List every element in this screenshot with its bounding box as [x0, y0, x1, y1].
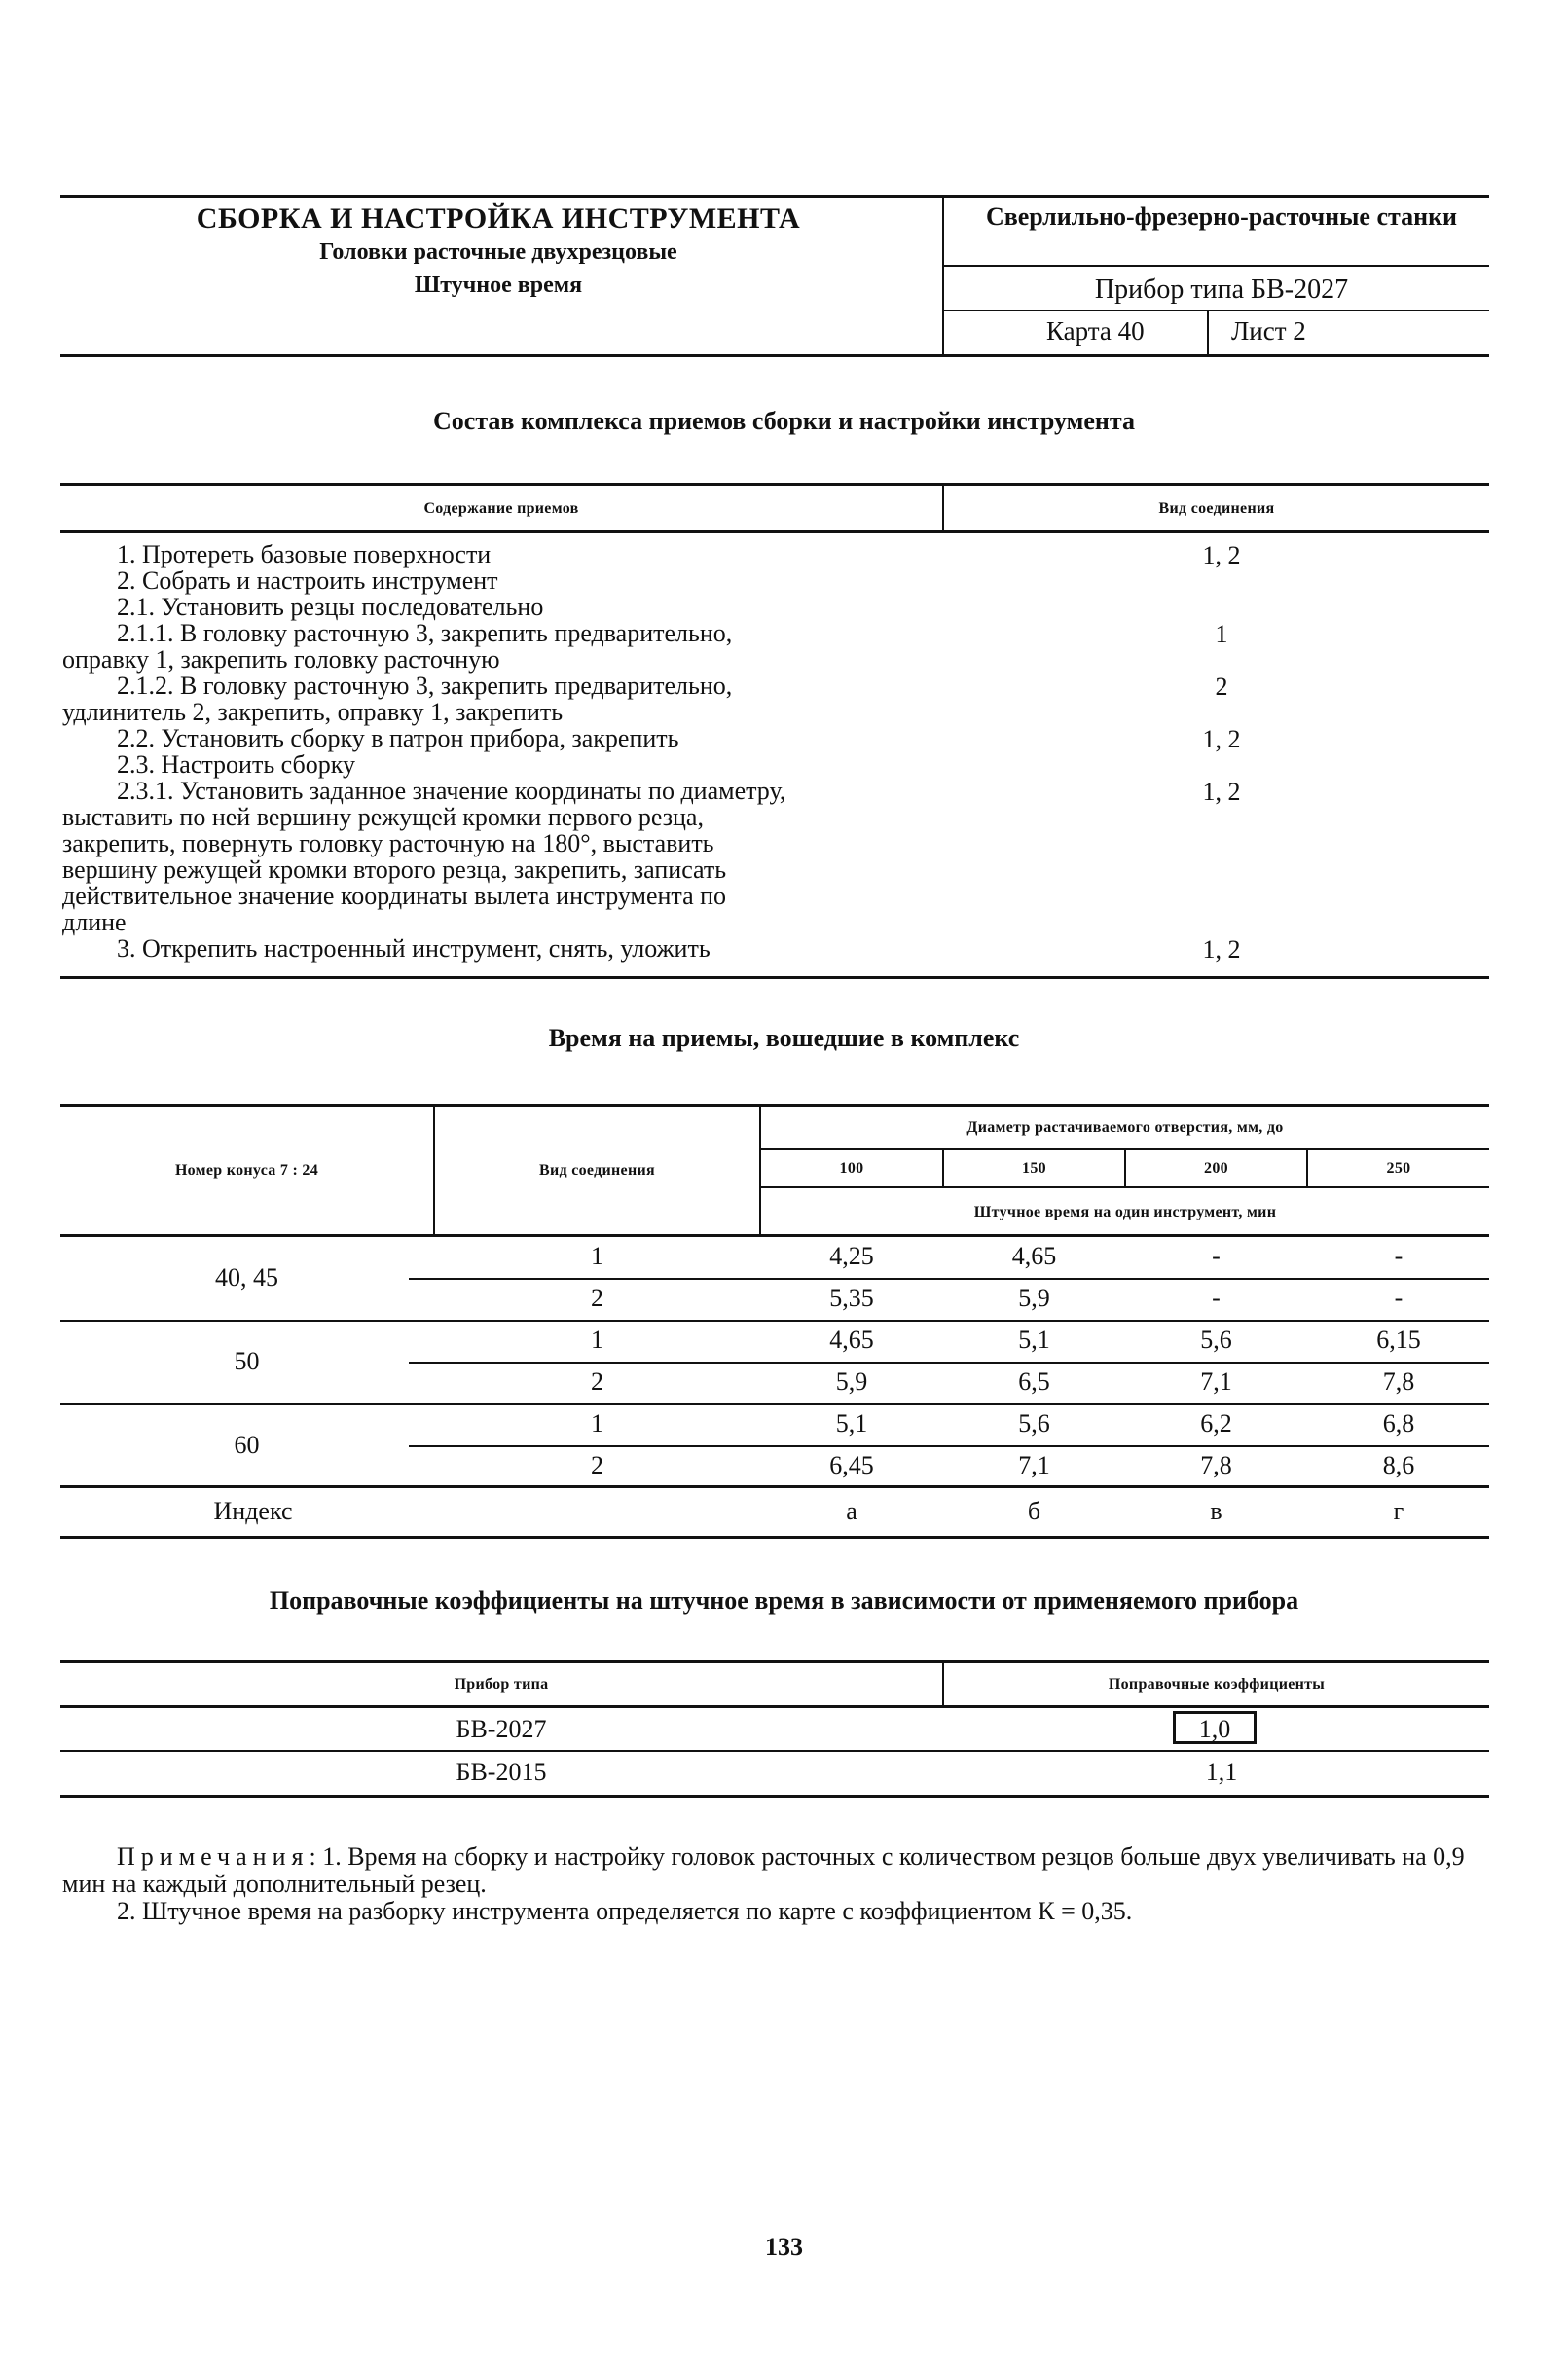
col-content-header: Содержание приемов [423, 500, 579, 517]
step-connection: 1, 2 [1202, 778, 1241, 806]
times-bottom-rule [60, 1536, 1489, 1539]
connection-type: 1 [591, 1242, 603, 1270]
step-line [62, 620, 948, 646]
cone-number: 60 [234, 1431, 260, 1459]
index-top-rule [60, 1485, 1489, 1488]
time-value: 6,45 [829, 1451, 874, 1479]
row-rule [409, 1362, 1489, 1364]
time-value: 5,9 [835, 1367, 868, 1396]
time-value: 6,15 [1376, 1326, 1421, 1354]
row-rule [60, 1320, 1489, 1322]
time-value: - [1212, 1242, 1221, 1270]
time-value: 7,8 [1200, 1451, 1232, 1479]
index-g: г [1393, 1497, 1404, 1525]
step-line [62, 883, 948, 909]
unit-header: Штучное время на один инструмент, мин [973, 1204, 1277, 1220]
step-line [62, 725, 948, 751]
header-bottom-rule [60, 354, 1489, 357]
step-connection: 1 [1215, 620, 1228, 648]
coef-bv2027: 1,0 [1198, 1715, 1231, 1743]
connection-type: 2 [591, 1284, 603, 1312]
time-value: 8,6 [1382, 1451, 1415, 1479]
col-device-header: Прибор типа [454, 1676, 549, 1693]
step-text: 2.1.2. В головку расточную 3, закрепить предварительно, [117, 672, 733, 700]
page-number: 133 [765, 2233, 803, 2261]
step-line [62, 909, 948, 935]
time-value: 4,65 [1011, 1242, 1057, 1270]
row-rule [409, 1278, 1489, 1280]
step-text: 2.2. Установить сборку в патрон прибора, закрепить [117, 724, 679, 752]
step-text: оправку 1, закрепить головку расточную [62, 645, 500, 674]
diameter-rule-bottom [761, 1186, 1489, 1188]
step-line [62, 935, 948, 962]
time-value: 7,8 [1382, 1367, 1415, 1396]
time-value: 4,65 [829, 1326, 874, 1354]
machine-type-title: Сверлильно-фрезерно-расточные станки [985, 202, 1458, 231]
connection-type: 1 [591, 1326, 603, 1354]
col-diameter-header: Диаметр растачиваемого отверстия, мм, до [966, 1119, 1284, 1136]
composition-header-rule [60, 530, 1489, 533]
notes-label: Примечания [117, 1842, 310, 1871]
sheet-number: Лист 2 [1231, 316, 1306, 346]
step-line [62, 751, 948, 778]
step-text: удлинитель 2, закрепить, оправку 1, закрепить [62, 698, 564, 726]
step-text: 2.1.1. В головку расточную 3, закрепить предварительно, [117, 619, 733, 647]
step-connection: 1, 2 [1202, 541, 1241, 569]
notes [62, 1843, 1503, 1925]
section-title: СБОРКА И НАСТРОЙКА ИНСТРУМЕНТА [196, 202, 801, 235]
step-text: 2.3.1. Установить заданное значение координаты по диаметру, [117, 777, 786, 805]
step-text: 2.1. Установить резцы последовательно [117, 593, 544, 621]
step-connection: 2 [1215, 673, 1228, 701]
corrections-top-rule [60, 1660, 1489, 1663]
connection-type: 1 [591, 1409, 603, 1438]
row-rule [409, 1445, 1489, 1447]
step-text: 2. Собрать и настроить инструмент [117, 566, 498, 595]
row-rule [60, 1403, 1489, 1405]
index-v: в [1210, 1497, 1222, 1525]
header-top-rule [60, 195, 1489, 198]
section-subtitle: Головки расточные двухрезцовые [319, 239, 677, 265]
times-title: Время на приемы, вошедшие в комплекс [548, 1024, 1020, 1052]
step-line [62, 699, 948, 725]
step-connection: 1, 2 [1202, 935, 1241, 964]
header-rule-1 [944, 265, 1489, 267]
corrections-header-rule [60, 1705, 1489, 1708]
diameter-150: 150 [1022, 1160, 1046, 1177]
connection-type: 2 [591, 1367, 603, 1396]
note-2-text: 2. Штучное время на разборку инструмента определяется по карте с коэффициентом К = 0,35. [117, 1897, 1133, 1925]
section-caption: Штучное время [414, 273, 583, 298]
time-value: 4,25 [829, 1242, 874, 1270]
coef-bv2015: 1,1 [1205, 1758, 1238, 1786]
cone-number: 50 [234, 1347, 260, 1375]
step-line [62, 567, 948, 594]
times-header-rule [60, 1234, 1489, 1237]
step-text: вершину режущей кромки второго резца, закрепить, записать [62, 856, 727, 884]
device-bv2015: БВ-2015 [456, 1758, 547, 1786]
step-line [62, 646, 948, 673]
corrections-title: Поправочные коэффициенты на штучное время в зависимости от применяемого прибора [269, 1586, 1299, 1615]
col-times-connection-header: Вид соединения [539, 1162, 655, 1179]
time-value: - [1394, 1242, 1404, 1270]
time-value: 5,6 [1200, 1326, 1232, 1354]
time-value: 6,5 [1018, 1367, 1050, 1396]
step-connection: 1, 2 [1202, 725, 1241, 753]
step-line [62, 541, 948, 567]
composition-title: Состав комплекса приемов сборки и настройки инструмента [433, 407, 1135, 435]
time-value: 7,1 [1200, 1367, 1232, 1396]
time-value: 5,6 [1018, 1409, 1050, 1438]
col-connection-header: Вид соединения [1158, 500, 1275, 517]
step-text: выставить по ней вершину режущей кромки первого резца, [62, 803, 704, 831]
diameter-100: 100 [839, 1160, 864, 1177]
time-value: - [1212, 1284, 1221, 1312]
corrections-bottom-rule [60, 1795, 1489, 1798]
diameter-250: 250 [1386, 1160, 1411, 1177]
note-2 [62, 1898, 1503, 1925]
time-value: 7,1 [1018, 1451, 1050, 1479]
composition-top-rule [60, 483, 1489, 486]
step-line [62, 856, 948, 883]
step-text: длине [62, 908, 127, 936]
times-top-rule [60, 1104, 1489, 1107]
index-a: а [846, 1497, 857, 1525]
time-value: - [1394, 1284, 1404, 1312]
col-coef-header: Поправочные коэффициенты [1108, 1676, 1326, 1693]
time-value: 5,35 [829, 1284, 874, 1312]
step-text: 2.3. Настроить сборку [117, 750, 356, 779]
diameter-200: 200 [1204, 1160, 1228, 1177]
step-text: закрепить, повернуть головку расточную на 180°, выставить [62, 829, 714, 857]
step-text: действительное значение координаты вылета инструмента по [62, 882, 727, 910]
step-line [62, 594, 948, 620]
step-text: 3. Открепить настроенный инструмент, снять, уложить [117, 934, 711, 963]
card-number: Карта 40 [1046, 316, 1145, 346]
cone-number: 40, 45 [215, 1263, 278, 1292]
card-sheet-divider [1207, 311, 1209, 354]
time-value: 5,9 [1018, 1284, 1050, 1312]
index-label: Индекс [213, 1497, 293, 1525]
step-line [62, 778, 948, 804]
time-value: 6,2 [1200, 1409, 1232, 1438]
note-1: Примечания: 1. Время на сборку и настройку головок расточных с количеством резцов больше двух увеличивать на 0,9 мин на каждый дополнительный резец. [62, 1842, 1465, 1898]
device-bv2027: БВ-2027 [456, 1715, 547, 1743]
time-value: 5,1 [1018, 1326, 1050, 1354]
header-left-block [60, 202, 936, 302]
header-divider [942, 197, 944, 354]
device-type: Прибор типа БВ-2027 [1094, 274, 1349, 305]
step-line [62, 673, 948, 699]
index-b: б [1027, 1497, 1041, 1525]
note-1-text: 1. Время на сборку и настройку головок расточных с количеством резцов больше двух увеличивать на 0,9 мин на каждый дополнительный резец. [62, 1842, 1465, 1898]
step-line [62, 804, 948, 830]
corrections-row-rule [60, 1750, 1489, 1752]
step-text: 1. Протереть базовые поверхности [117, 540, 492, 568]
time-value: 5,1 [835, 1409, 868, 1438]
col-cone-header: Номер конуса 7 : 24 [174, 1162, 319, 1179]
header-rule-2 [944, 310, 1489, 311]
composition-bottom-rule [60, 976, 1489, 979]
connection-type: 2 [591, 1451, 603, 1479]
time-value: 6,8 [1382, 1409, 1415, 1438]
step-line [62, 830, 948, 856]
